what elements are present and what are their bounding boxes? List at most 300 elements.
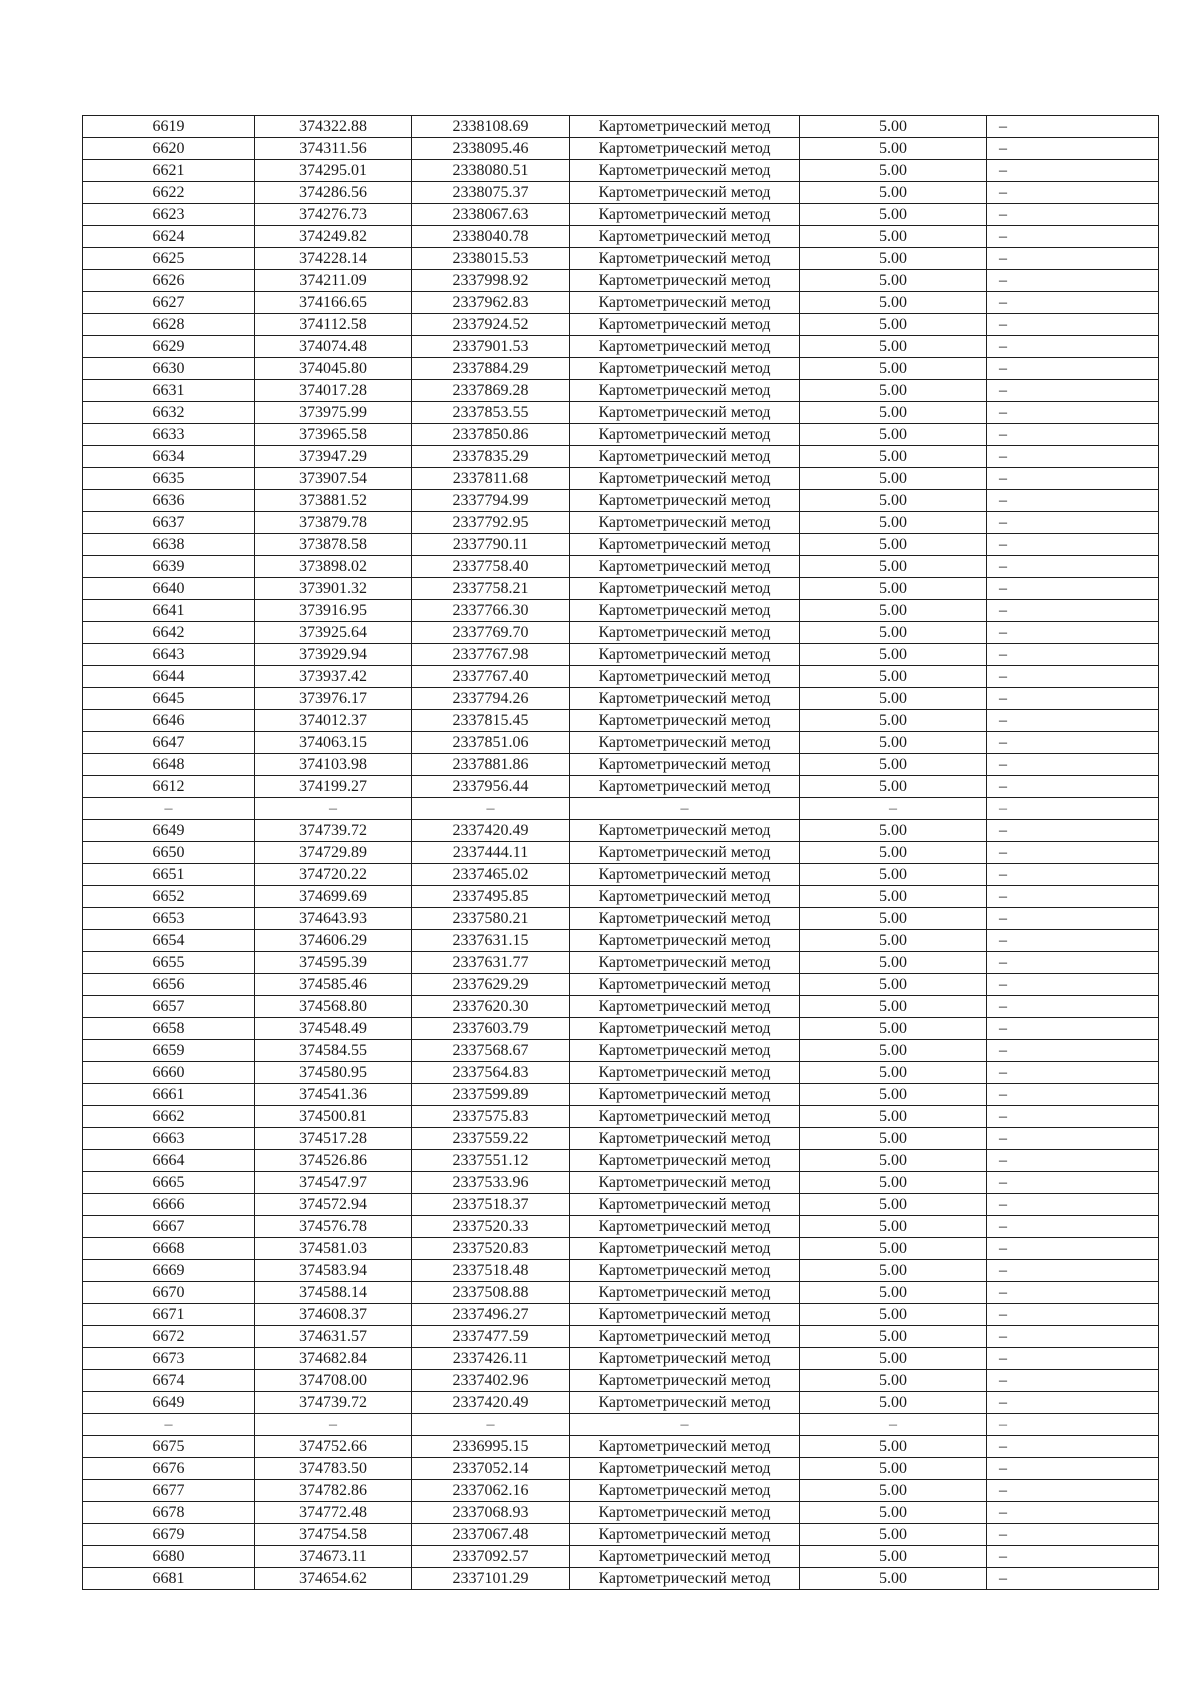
method-cell: Картометрический метод [570, 336, 800, 358]
x-coordinate-cell: 374576.78 [255, 1216, 412, 1238]
method-cell: Картометрический метод [570, 534, 800, 556]
accuracy-cell: 5.00 [800, 1282, 987, 1304]
x-coordinate-cell: 374585.46 [255, 974, 412, 996]
x-coordinate-cell: 373879.78 [255, 512, 412, 534]
y-coordinate-cell: 2338108.69 [412, 116, 570, 138]
y-coordinate-cell: 2337794.99 [412, 490, 570, 512]
point-number-cell: 6657 [83, 996, 255, 1018]
table-row [83, 996, 1159, 1018]
accuracy-cell: 5.00 [800, 1546, 987, 1568]
method-cell: Картометрический метод [570, 1040, 800, 1062]
accuracy-cell: 5.00 [800, 1370, 987, 1392]
point-number-cell: 6648 [83, 754, 255, 776]
method-cell: Картометрический метод [570, 666, 800, 688]
method-cell: Картометрический метод [570, 578, 800, 600]
method-cell: Картометрический метод [570, 402, 800, 424]
point-number-cell: 6660 [83, 1062, 255, 1084]
note-cell: – [987, 1062, 1159, 1084]
x-coordinate-cell: 373965.58 [255, 424, 412, 446]
y-coordinate-cell: 2337402.96 [412, 1370, 570, 1392]
point-number-cell: 6662 [83, 1106, 255, 1128]
note-cell: – [987, 248, 1159, 270]
table-row [83, 314, 1159, 336]
y-coordinate-cell: 2337956.44 [412, 776, 570, 798]
table-row [83, 1348, 1159, 1370]
note-cell: – [987, 534, 1159, 556]
method-cell: Картометрический метод [570, 688, 800, 710]
table-row [83, 1282, 1159, 1304]
method-cell: Картометрический метод [570, 1062, 800, 1084]
y-coordinate-cell: – [412, 1414, 570, 1436]
point-number-cell: 6630 [83, 358, 255, 380]
x-coordinate-cell: 374588.14 [255, 1282, 412, 1304]
y-coordinate-cell: 2337794.26 [412, 688, 570, 710]
method-cell: Картометрический метод [570, 864, 800, 886]
table-row [83, 160, 1159, 182]
table-row [83, 512, 1159, 534]
table-row [83, 622, 1159, 644]
method-cell: Картометрический метод [570, 116, 800, 138]
note-cell: – [987, 1370, 1159, 1392]
x-coordinate-cell: 374654.62 [255, 1568, 412, 1590]
x-coordinate-cell: 374608.37 [255, 1304, 412, 1326]
point-number-cell: 6639 [83, 556, 255, 578]
y-coordinate-cell: 2337067.48 [412, 1524, 570, 1546]
x-coordinate-cell: 374547.97 [255, 1172, 412, 1194]
table-row [83, 336, 1159, 358]
y-coordinate-cell: 2337850.86 [412, 424, 570, 446]
note-cell: – [987, 490, 1159, 512]
accuracy-cell: 5.00 [800, 600, 987, 622]
table-row [83, 1480, 1159, 1502]
x-coordinate-cell: 374568.80 [255, 996, 412, 1018]
table-row [83, 1568, 1159, 1590]
note-cell: – [987, 446, 1159, 468]
y-coordinate-cell: 2337520.83 [412, 1238, 570, 1260]
note-cell: – [987, 1326, 1159, 1348]
note-cell: – [987, 930, 1159, 952]
y-coordinate-cell: 2337568.67 [412, 1040, 570, 1062]
x-coordinate-cell: 374517.28 [255, 1128, 412, 1150]
table-row [83, 380, 1159, 402]
point-number-cell: 6623 [83, 204, 255, 226]
x-coordinate-cell: 374606.29 [255, 930, 412, 952]
y-coordinate-cell: 2337062.16 [412, 1480, 570, 1502]
accuracy-cell: 5.00 [800, 886, 987, 908]
table-row [83, 248, 1159, 270]
table-row [83, 116, 1159, 138]
x-coordinate-cell: 374249.82 [255, 226, 412, 248]
table-row [83, 270, 1159, 292]
note-cell: – [987, 864, 1159, 886]
note-cell: – [987, 688, 1159, 710]
table-row [83, 644, 1159, 666]
table-row [83, 1084, 1159, 1106]
note-cell: – [987, 578, 1159, 600]
x-coordinate-cell: 374074.48 [255, 336, 412, 358]
accuracy-cell: 5.00 [800, 1436, 987, 1458]
y-coordinate-cell: 2337092.57 [412, 1546, 570, 1568]
y-coordinate-cell: 2337629.29 [412, 974, 570, 996]
y-coordinate-cell: 2337496.27 [412, 1304, 570, 1326]
point-number-cell: 6642 [83, 622, 255, 644]
accuracy-cell: – [800, 798, 987, 820]
method-cell: Картометрический метод [570, 820, 800, 842]
x-coordinate-cell: 374322.88 [255, 116, 412, 138]
note-cell: – [987, 424, 1159, 446]
accuracy-cell: 5.00 [800, 688, 987, 710]
y-coordinate-cell: 2337420.49 [412, 820, 570, 842]
point-number-cell: 6659 [83, 1040, 255, 1062]
x-coordinate-cell: 374752.66 [255, 1436, 412, 1458]
table-body [83, 116, 1159, 1590]
y-coordinate-cell: 2337564.83 [412, 1062, 570, 1084]
method-cell: Картометрический метод [570, 1172, 800, 1194]
method-cell: Картометрический метод [570, 1018, 800, 1040]
point-number-cell: 6612 [83, 776, 255, 798]
method-cell: Картометрический метод [570, 248, 800, 270]
x-coordinate-cell: 373898.02 [255, 556, 412, 578]
x-coordinate-cell: 374548.49 [255, 1018, 412, 1040]
y-coordinate-cell: 2337853.55 [412, 402, 570, 424]
point-number-cell: 6653 [83, 908, 255, 930]
y-coordinate-cell: 2337998.92 [412, 270, 570, 292]
x-coordinate-cell: 374720.22 [255, 864, 412, 886]
table-row [83, 820, 1159, 842]
accuracy-cell: 5.00 [800, 820, 987, 842]
x-coordinate-cell: – [255, 1414, 412, 1436]
y-coordinate-cell: 2337835.29 [412, 446, 570, 468]
method-cell: Картометрический метод [570, 468, 800, 490]
point-number-cell: 6645 [83, 688, 255, 710]
x-coordinate-cell: 374228.14 [255, 248, 412, 270]
accuracy-cell: 5.00 [800, 512, 987, 534]
point-number-cell: 6679 [83, 1524, 255, 1546]
accuracy-cell: 5.00 [800, 314, 987, 336]
method-cell: Картометрический метод [570, 556, 800, 578]
note-cell: – [987, 1040, 1159, 1062]
note-cell: – [987, 886, 1159, 908]
y-coordinate-cell: 2337575.83 [412, 1106, 570, 1128]
table-row [83, 226, 1159, 248]
accuracy-cell: 5.00 [800, 1304, 987, 1326]
table-row [83, 908, 1159, 930]
y-coordinate-cell: 2337052.14 [412, 1458, 570, 1480]
accuracy-cell: 5.00 [800, 1062, 987, 1084]
accuracy-cell: 5.00 [800, 1216, 987, 1238]
y-coordinate-cell: 2337620.30 [412, 996, 570, 1018]
y-coordinate-cell: 2337508.88 [412, 1282, 570, 1304]
point-number-cell: 6622 [83, 182, 255, 204]
y-coordinate-cell: 2337551.12 [412, 1150, 570, 1172]
note-cell: – [987, 292, 1159, 314]
accuracy-cell: 5.00 [800, 204, 987, 226]
x-coordinate-cell: 374103.98 [255, 754, 412, 776]
note-cell: – [987, 820, 1159, 842]
method-cell: Картометрический метод [570, 358, 800, 380]
table-row [83, 1524, 1159, 1546]
x-coordinate-cell: 373929.94 [255, 644, 412, 666]
y-coordinate-cell: 2337811.68 [412, 468, 570, 490]
table-row [83, 490, 1159, 512]
x-coordinate-cell: 374708.00 [255, 1370, 412, 1392]
y-coordinate-cell: 2337769.70 [412, 622, 570, 644]
x-coordinate-cell: 374782.86 [255, 1480, 412, 1502]
x-coordinate-cell: 373901.32 [255, 578, 412, 600]
note-cell: – [987, 512, 1159, 534]
table-row [83, 600, 1159, 622]
table-row [83, 776, 1159, 798]
y-coordinate-cell: 2337901.53 [412, 336, 570, 358]
method-cell: Картометрический метод [570, 1282, 800, 1304]
accuracy-cell: 5.00 [800, 1150, 987, 1172]
note-cell: – [987, 842, 1159, 864]
accuracy-cell: 5.00 [800, 754, 987, 776]
note-cell: – [987, 1546, 1159, 1568]
y-coordinate-cell: 2337518.37 [412, 1194, 570, 1216]
y-coordinate-cell: 2336995.15 [412, 1436, 570, 1458]
accuracy-cell: 5.00 [800, 1106, 987, 1128]
note-cell: – [987, 798, 1159, 820]
x-coordinate-cell: 374739.72 [255, 1392, 412, 1414]
accuracy-cell: 5.00 [800, 248, 987, 270]
method-cell: Картометрический метод [570, 1194, 800, 1216]
point-number-cell: 6649 [83, 1392, 255, 1414]
point-number-cell: 6655 [83, 952, 255, 974]
point-number-cell: 6649 [83, 820, 255, 842]
point-number-cell: 6674 [83, 1370, 255, 1392]
note-cell: – [987, 1194, 1159, 1216]
note-cell: – [987, 622, 1159, 644]
y-coordinate-cell: 2337068.93 [412, 1502, 570, 1524]
point-number-cell: 6664 [83, 1150, 255, 1172]
accuracy-cell: 5.00 [800, 842, 987, 864]
accuracy-cell: 5.00 [800, 1128, 987, 1150]
note-cell: – [987, 908, 1159, 930]
y-coordinate-cell: 2337580.21 [412, 908, 570, 930]
method-cell: Картометрический метод [570, 1216, 800, 1238]
x-coordinate-cell: 374295.01 [255, 160, 412, 182]
note-cell: – [987, 1502, 1159, 1524]
method-cell: Картометрический метод [570, 1436, 800, 1458]
y-coordinate-cell: 2337426.11 [412, 1348, 570, 1370]
separator-row [83, 1414, 1159, 1436]
note-cell: – [987, 1128, 1159, 1150]
y-coordinate-cell: 2337518.48 [412, 1260, 570, 1282]
point-number-cell: 6676 [83, 1458, 255, 1480]
method-cell: Картометрический метод [570, 842, 800, 864]
method-cell: Картометрический метод [570, 996, 800, 1018]
note-cell: – [987, 710, 1159, 732]
table-row [83, 666, 1159, 688]
y-coordinate-cell: 2337815.45 [412, 710, 570, 732]
accuracy-cell: 5.00 [800, 732, 987, 754]
note-cell: – [987, 138, 1159, 160]
accuracy-cell: 5.00 [800, 1480, 987, 1502]
method-cell: Картометрический метод [570, 974, 800, 996]
table-row [83, 1128, 1159, 1150]
accuracy-cell: 5.00 [800, 446, 987, 468]
y-coordinate-cell: 2338067.63 [412, 204, 570, 226]
method-cell: Картометрический метод [570, 930, 800, 952]
method-cell: Картометрический метод [570, 292, 800, 314]
note-cell: – [987, 1150, 1159, 1172]
point-number-cell: 6650 [83, 842, 255, 864]
table-row [83, 578, 1159, 600]
table-row [83, 358, 1159, 380]
point-number-cell: 6631 [83, 380, 255, 402]
x-coordinate-cell: 374682.84 [255, 1348, 412, 1370]
method-cell: Картометрический метод [570, 1106, 800, 1128]
accuracy-cell: 5.00 [800, 1194, 987, 1216]
x-coordinate-cell: 374595.39 [255, 952, 412, 974]
note-cell: – [987, 336, 1159, 358]
point-number-cell: 6668 [83, 1238, 255, 1260]
accuracy-cell: 5.00 [800, 1018, 987, 1040]
accuracy-cell: 5.00 [800, 930, 987, 952]
point-number-cell: 6666 [83, 1194, 255, 1216]
point-number-cell: 6640 [83, 578, 255, 600]
y-coordinate-cell: 2337924.52 [412, 314, 570, 336]
method-cell: Картометрический метод [570, 644, 800, 666]
x-coordinate-cell: 373937.42 [255, 666, 412, 688]
note-cell: – [987, 556, 1159, 578]
y-coordinate-cell: 2337477.59 [412, 1326, 570, 1348]
method-cell: Картометрический метод [570, 446, 800, 468]
table-row [83, 204, 1159, 226]
method-cell: Картометрический метод [570, 160, 800, 182]
note-cell: – [987, 1348, 1159, 1370]
table-row [83, 138, 1159, 160]
method-cell: Картометрический метод [570, 1546, 800, 1568]
x-coordinate-cell: 374541.36 [255, 1084, 412, 1106]
accuracy-cell: 5.00 [800, 468, 987, 490]
note-cell: – [987, 270, 1159, 292]
point-number-cell: – [83, 1414, 255, 1436]
method-cell: Картометрический метод [570, 1260, 800, 1282]
x-coordinate-cell: 374526.86 [255, 1150, 412, 1172]
accuracy-cell: 5.00 [800, 974, 987, 996]
y-coordinate-cell: 2337766.30 [412, 600, 570, 622]
accuracy-cell: 5.00 [800, 1238, 987, 1260]
note-cell: – [987, 1458, 1159, 1480]
table-row [83, 402, 1159, 424]
table-row [83, 732, 1159, 754]
x-coordinate-cell: 374063.15 [255, 732, 412, 754]
accuracy-cell: 5.00 [800, 424, 987, 446]
y-coordinate-cell: 2337869.28 [412, 380, 570, 402]
y-coordinate-cell: 2337792.95 [412, 512, 570, 534]
point-number-cell: 6654 [83, 930, 255, 952]
coordinates-table [82, 115, 1159, 1590]
method-cell: Картометрический метод [570, 1150, 800, 1172]
point-number-cell: 6670 [83, 1282, 255, 1304]
method-cell: Картометрический метод [570, 600, 800, 622]
note-cell: – [987, 226, 1159, 248]
accuracy-cell: 5.00 [800, 996, 987, 1018]
x-coordinate-cell: 374572.94 [255, 1194, 412, 1216]
point-number-cell: 6635 [83, 468, 255, 490]
note-cell: – [987, 402, 1159, 424]
accuracy-cell: 5.00 [800, 1260, 987, 1282]
y-coordinate-cell: 2337758.40 [412, 556, 570, 578]
table-row [83, 1260, 1159, 1282]
table-row [83, 182, 1159, 204]
note-cell: – [987, 974, 1159, 996]
method-cell: Картометрический метод [570, 952, 800, 974]
point-number-cell: 6656 [83, 974, 255, 996]
point-number-cell: 6628 [83, 314, 255, 336]
x-coordinate-cell: 374166.65 [255, 292, 412, 314]
y-coordinate-cell: 2337851.06 [412, 732, 570, 754]
y-coordinate-cell: 2337533.96 [412, 1172, 570, 1194]
accuracy-cell: 5.00 [800, 226, 987, 248]
accuracy-cell: 5.00 [800, 1524, 987, 1546]
point-number-cell: 6680 [83, 1546, 255, 1568]
table-row [83, 952, 1159, 974]
note-cell: – [987, 1172, 1159, 1194]
x-coordinate-cell: 374772.48 [255, 1502, 412, 1524]
x-coordinate-cell: 374673.11 [255, 1546, 412, 1568]
x-coordinate-cell: 374045.80 [255, 358, 412, 380]
method-cell: Картометрический метод [570, 710, 800, 732]
method-cell: Картометрический метод [570, 1084, 800, 1106]
note-cell: – [987, 754, 1159, 776]
point-number-cell: 6638 [83, 534, 255, 556]
x-coordinate-cell: 374276.73 [255, 204, 412, 226]
accuracy-cell: 5.00 [800, 534, 987, 556]
note-cell: – [987, 1238, 1159, 1260]
note-cell: – [987, 1304, 1159, 1326]
table-row [83, 1502, 1159, 1524]
accuracy-cell: 5.00 [800, 1458, 987, 1480]
accuracy-cell: 5.00 [800, 490, 987, 512]
accuracy-cell: 5.00 [800, 292, 987, 314]
note-cell: – [987, 380, 1159, 402]
accuracy-cell: 5.00 [800, 1392, 987, 1414]
x-coordinate-cell: 373975.99 [255, 402, 412, 424]
table-row [83, 1172, 1159, 1194]
table-row [83, 1436, 1159, 1458]
y-coordinate-cell: 2338040.78 [412, 226, 570, 248]
table-row [83, 1370, 1159, 1392]
y-coordinate-cell: 2337767.40 [412, 666, 570, 688]
accuracy-cell: 5.00 [800, 1172, 987, 1194]
accuracy-cell: 5.00 [800, 622, 987, 644]
method-cell: Картометрический метод [570, 1458, 800, 1480]
y-coordinate-cell: 2338080.51 [412, 160, 570, 182]
note-cell: – [987, 1414, 1159, 1436]
y-coordinate-cell: 2337790.11 [412, 534, 570, 556]
y-coordinate-cell: 2337101.29 [412, 1568, 570, 1590]
note-cell: – [987, 1282, 1159, 1304]
y-coordinate-cell: 2337599.89 [412, 1084, 570, 1106]
accuracy-cell: 5.00 [800, 336, 987, 358]
note-cell: – [987, 314, 1159, 336]
point-number-cell: 6672 [83, 1326, 255, 1348]
point-number-cell: 6678 [83, 1502, 255, 1524]
table-row [83, 864, 1159, 886]
table-row [83, 292, 1159, 314]
point-number-cell: 6658 [83, 1018, 255, 1040]
point-number-cell: 6629 [83, 336, 255, 358]
table-row [83, 446, 1159, 468]
method-cell: Картометрический метод [570, 754, 800, 776]
note-cell: – [987, 996, 1159, 1018]
note-cell: – [987, 468, 1159, 490]
y-coordinate-cell: 2337559.22 [412, 1128, 570, 1150]
table-row [83, 556, 1159, 578]
